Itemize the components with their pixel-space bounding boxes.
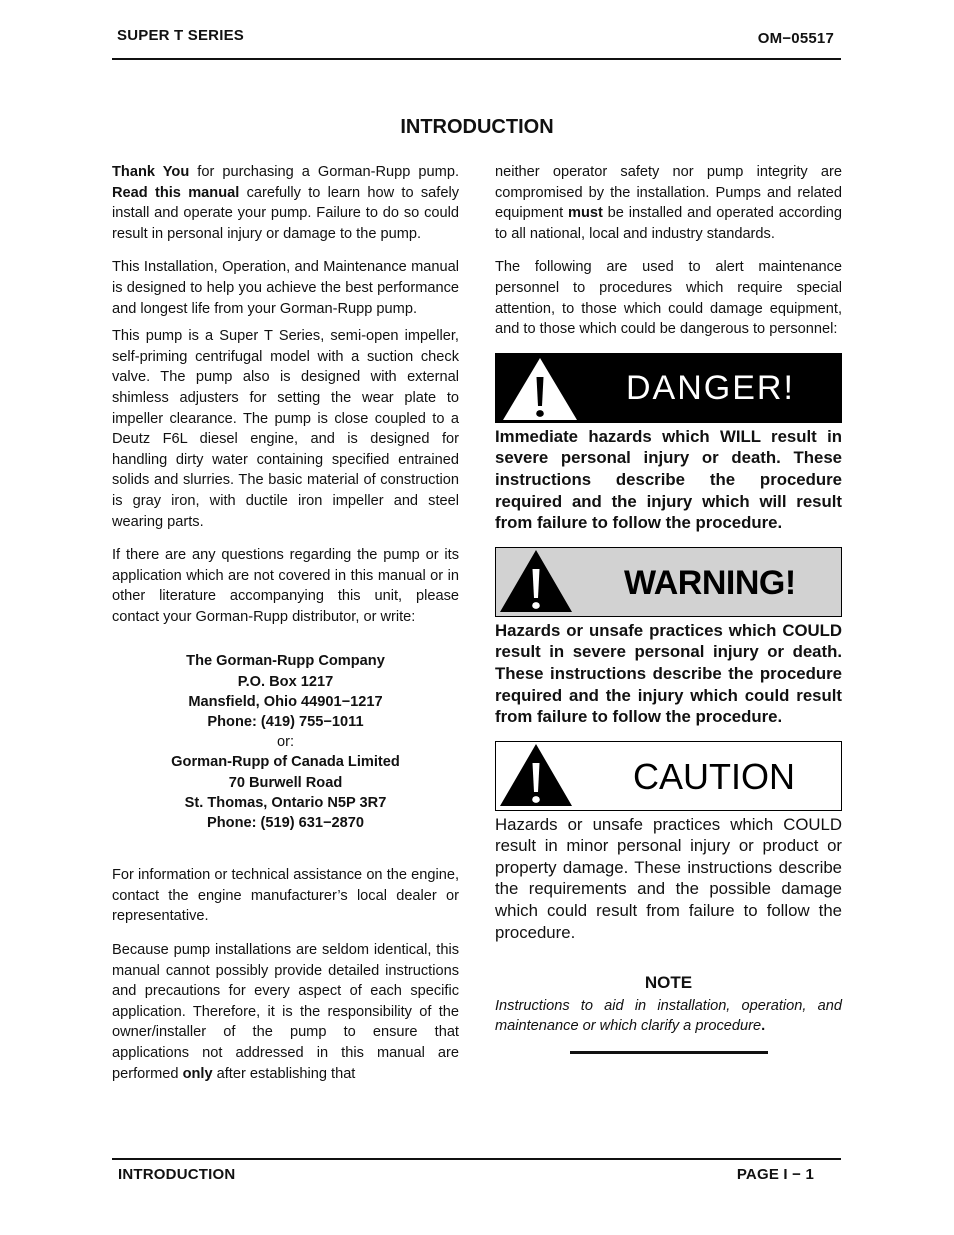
header-rule (112, 58, 841, 60)
responsibility-text-1: Because pump installations are seldom identical, this manual cannot possibly provide detailed instructions and precautions for every aspect of each specific application. Therefore, it is the responsibility of the owner/installer of the pump to ensure that applications not addressed in this manual are performed (112, 942, 459, 1082)
caution-description: Hazards or unsafe practices which COULD result in minor personal injury or product or property damage. These instructions describe the requirements and the possible damage which could result from failure to follow the procedure. (495, 814, 842, 942)
intro-text-1: for purchasing a Gorman-Rupp pump. (189, 164, 459, 180)
right-column (495, 162, 842, 1054)
intro-paragraph (112, 162, 459, 244)
compliance-text-2: be installed and operated according to all national, local and industry standards. (495, 205, 842, 242)
warning-description: Hazards or unsafe practices which COULD result in severe personal injury or death. These instructions describe the procedure required and the injury which could result from failure to follow the procedure. (495, 620, 842, 727)
address-line: Phone: (419) 755−1011 (207, 714, 364, 731)
exclamation-triangle-icon (495, 353, 595, 423)
page-title: INTRODUCTION (400, 116, 554, 138)
address-line: Phone: (519) 631−2870 (207, 815, 364, 832)
alerts-intro-paragraph: The following are used to alert maintenance personnel to procedures which require special attention, to those which could damage equipment, and to those which could be dangerous to personnel: (495, 259, 842, 338)
responsibility-paragraph (112, 940, 459, 1084)
caution-label: CAUTION (633, 755, 795, 797)
footer-rule (112, 1158, 841, 1160)
footer-page-number: PAGE I − 1 (736, 1166, 814, 1183)
header-series: SUPER T SERIES (117, 27, 244, 44)
note-description (495, 996, 842, 1037)
address-line: P.O. Box 1217 (237, 673, 334, 690)
thank-you-bold: Thank You (112, 164, 190, 180)
compliance-text-1: neither operator safety nor pump integrity are compromised by the installation. Pumps and related equipment (495, 164, 842, 222)
address-line: Gorman-Rupp of Canada Limited (171, 754, 400, 771)
contact-address-block (112, 651, 459, 833)
address-line: 70 Burwell Road (228, 774, 343, 791)
address-or: or: (276, 734, 295, 751)
questions-paragraph: If there are any questions regarding the pump or its application which are not covered in this manual or in other literature accompanying this unit, please contact your Gorman-Rupp distributor, or write: (112, 547, 459, 625)
manual-purpose-paragraph: This Installation, Operation, and Maintenance manual is designed to help you achieve the best performance and longest life from your Gorman-Rupp pump. (112, 259, 459, 317)
read-manual-bold: Read this manual (112, 184, 240, 201)
address-line: Mansfield, Ohio 44901−1217 (188, 693, 383, 710)
note-period: . (761, 1018, 766, 1035)
pump-description-paragraph: This pump is a Super T Series, semi-open impeller, self-priming centrifugal model with a suction check valve. The pump also is designed with external shimless adjusters for setting the wear plate to impeller clearance. The pump is close coupled to a Deutz F6L diesel engine, and is designed for handling dirty water containing specified entrained solids and slurries. The basic material of construction is gray iron, with ductile iron impeller and steel wearing parts. (112, 328, 459, 530)
exclamation-triangle-icon (496, 742, 596, 810)
intro-text-2: carefully to learn how to safely install and operate your pump. Failure to do so could result in personal injury or damage to the pump. (112, 184, 460, 242)
responsibility-text-2: after establishing that (212, 1065, 356, 1082)
engine-assistance-paragraph: For information or technical assistance on the engine, contact the engine manufacturer’s local dealer or representative. (112, 867, 459, 925)
safety-compliance-paragraph (495, 162, 842, 244)
warning-label: WARNING! (624, 563, 796, 602)
warning-sign (495, 547, 842, 617)
danger-label: DANGER! (626, 368, 795, 407)
left-column (112, 162, 459, 1097)
danger-sign (495, 353, 842, 423)
address-line: The Gorman-Rupp Company (186, 653, 385, 670)
exclamation-triangle-icon (496, 548, 596, 616)
must-bold: must (567, 205, 603, 222)
header-doc-number: OM−05517 (757, 30, 834, 47)
danger-description: Immediate hazards which WILL result in severe personal injury or death. These instructions describe the procedure required and the injury which will result from failure to follow the procedure. (495, 426, 842, 533)
caution-sign (495, 741, 842, 811)
only-bold: only (182, 1065, 213, 1082)
address-line: St. Thomas, Ontario N5P 3R7 (184, 794, 387, 811)
footer-section: INTRODUCTION (118, 1166, 236, 1183)
note-text: Instructions to aid in installation, operation, and maintenance or which clarify a procedure (495, 997, 842, 1035)
note-end-rule (570, 1051, 768, 1054)
note-heading: NOTE (644, 973, 693, 993)
